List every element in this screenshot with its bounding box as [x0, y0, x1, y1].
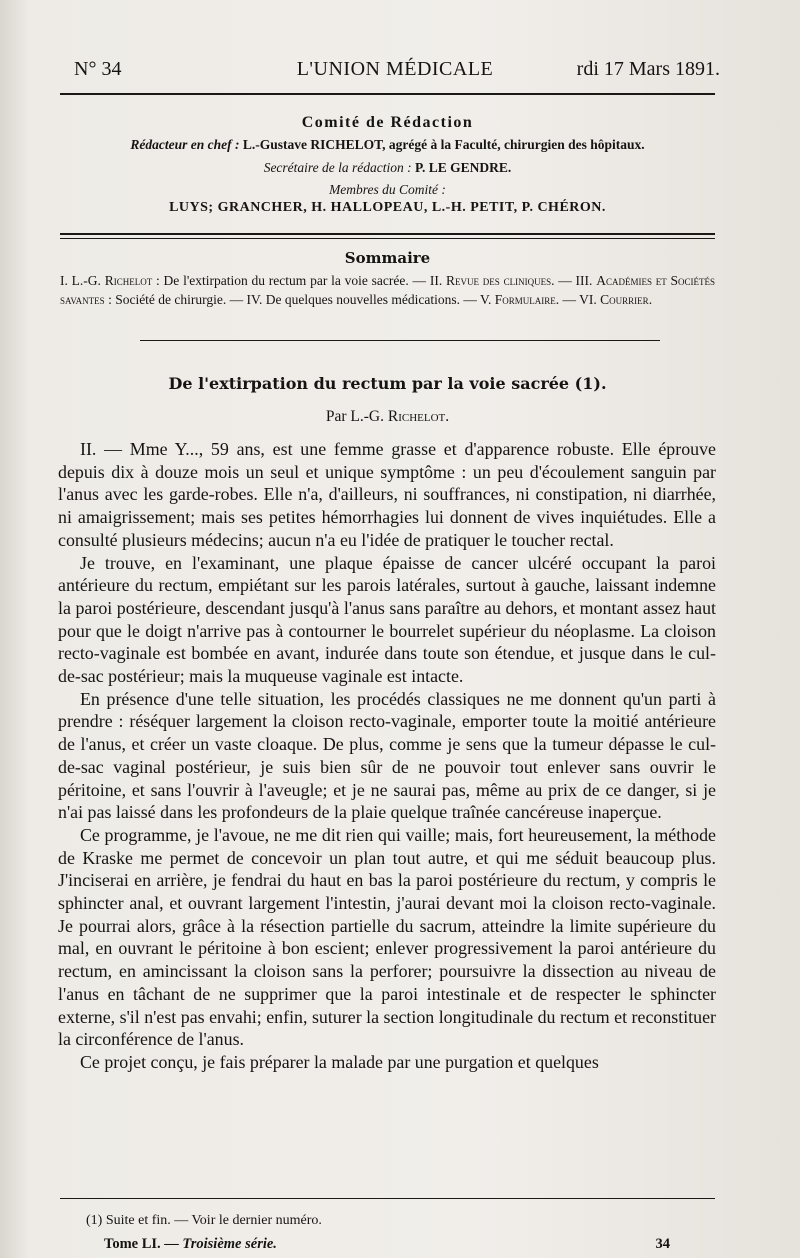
sommaire-item: I. L.-G. Richelot : De l'extirpation du rectum par la voie sacrée.	[60, 273, 409, 288]
sommaire-item: — V. Formulaire.	[463, 291, 560, 307]
sommaire-item: — III. Académies et Sociétés savantes : Société de chirurgie.	[60, 273, 716, 307]
footnote: (1) Suite et fin. — Voir le dernier numéro.	[86, 1213, 322, 1228]
article-body	[58, 438, 716, 1074]
paragraph: II. — Mme Y..., 59 ans, est une femme grasse et d'apparence robuste. Elle éprouve depuis dix à douze mois un seul et unique symptôme : un peu d'écoulement sanguin par l'anus avec les garde-robes. Elle n'a, d'ailleurs, ni souffrances, ni constipation, ni diarrhée, ni amaigrissement; mais ses petites hémorrhagies lui donnent de vives inquiétudes. Elle a consulté plusieurs médecins; aucun n'a eu l'idée de pratiquer le toucher rectal.	[58, 439, 716, 550]
page-number: 34	[655, 1236, 670, 1252]
sommaire-list	[60, 272, 715, 309]
membres-label: Membres du Comité :	[329, 182, 446, 197]
paragraph: Ce projet conçu, je fais préparer la malade par une purgation et quelques	[80, 1051, 599, 1072]
paragraph: Je trouve, en l'examinant, une plaque épaisse de cancer ulcéré occupant la paroi antérieure du rectum, empiétant sur les parois latérales, surtout à gauche, laissant indemne la paroi postérieure, descendant jusqu'à l'anus sans paraître au dehors, et montant assez haut pour que le doigt n'arrive pas à contourner le bourrelet supérieur du néoplasme. La cloison recto-vaginale est bombée en avant, indurée dans toute son étendue, et jusque dans le cul-de-sac postérieur; mais la muqueuse vaginale est intacte.	[58, 552, 716, 687]
membres-value: LUYS; GRANCHER, H. HALLOPEAU, L.-H. PETIT, P. CHÉRON.	[169, 200, 606, 215]
paragraph: Ce programme, je l'avoue, ne me dit rien qui vaille; mais, fort heureusement, la méthode de Kraske me permet de concevoir un plan tout autre, et qui me séduit beaucoup plus. J'inciserai en arrière, je fendrai du haut en bas la paroi postérieure du rectum, y compris le sphincter anal, et ouvrant largement l'intestin, j'aurai devant moi la cloison recto-vaginale. Je pourrai alors, grâce à la résection partielle du sacrum, atteindre la limite supérieure du mal, en ouvrant le péritoine à bon escient; enlever progressivement la paroi antérieure du rectum, en amincissant la cloison sans la perforer; poursuivre la dissection au niveau de l'anus en tâchant de ne supprimer que la paroi intestinale et de respecter le sphincter externe, s'il n'est pas envahi; enfin, suturer la section longitudinale du rectum et reconstituer la circonférence de l'anus.	[58, 824, 716, 1050]
section-rule-thin	[60, 238, 715, 239]
secretaire-value: P. LE GENDRE.	[415, 160, 512, 175]
running-header	[70, 58, 720, 88]
footnote-rule	[60, 1198, 715, 1199]
section-rule	[60, 233, 715, 235]
redacteur-label: Rédacteur en chef :	[130, 137, 240, 152]
footer-tome: Tome LI. — Troisième série.	[104, 1236, 277, 1252]
secretaire-label: Secrétaire de la rédaction :	[263, 160, 412, 175]
article-byline: Par L.-G. Richelot.	[325, 408, 450, 425]
header-rule	[60, 93, 715, 95]
paragraph: En présence d'une telle situation, les procédés classiques ne me donnent qu'un parti à prendre : réséquer largement la cloison recto-vaginale, emporter toute la moitié antérieure de l'anus, et créer un vaste cloaque. De plus, comme je sens que la tumeur dépasse le cul-de-sac vaginal postérieur, je suis bien sûr de ne pouvoir tout enlever sans ouvrir le péritoine, et sans l'ouvrir à l'aveugle; et je ne saurai pas, même au prix de ce danger, si je n'ai pas laissé dans les profondeurs de la plaie quelque traînée cancéreuse inaperçue.	[58, 688, 716, 823]
journal-title: L'UNION MÉDICALE	[296, 58, 494, 80]
sommaire-item: — IV. De quelques nouvelles médications.	[229, 291, 460, 307]
sommaire-item: — II. Revue des cliniques.	[412, 273, 555, 288]
issue-number: N° 34	[74, 58, 122, 80]
sommaire-title: Sommaire	[344, 249, 431, 267]
author-name: L.-G. Richelot	[350, 408, 446, 425]
article-title: De l'extirpation du rectum par la voie sacrée (1).	[168, 374, 607, 393]
redacteur-line	[60, 137, 715, 153]
sommaire-rule	[140, 340, 660, 341]
comite-title: Comité de Rédaction	[301, 114, 474, 131]
issue-date: rdi 17 Mars 1891.	[576, 58, 720, 80]
redacteur-value: L.-Gustave RICHELOT, agrégé à la Faculté, chirurgien des hôpitaux.	[242, 137, 645, 152]
secretaire-line	[60, 160, 715, 176]
sommaire-item: — VI. Courrier.	[562, 291, 653, 307]
